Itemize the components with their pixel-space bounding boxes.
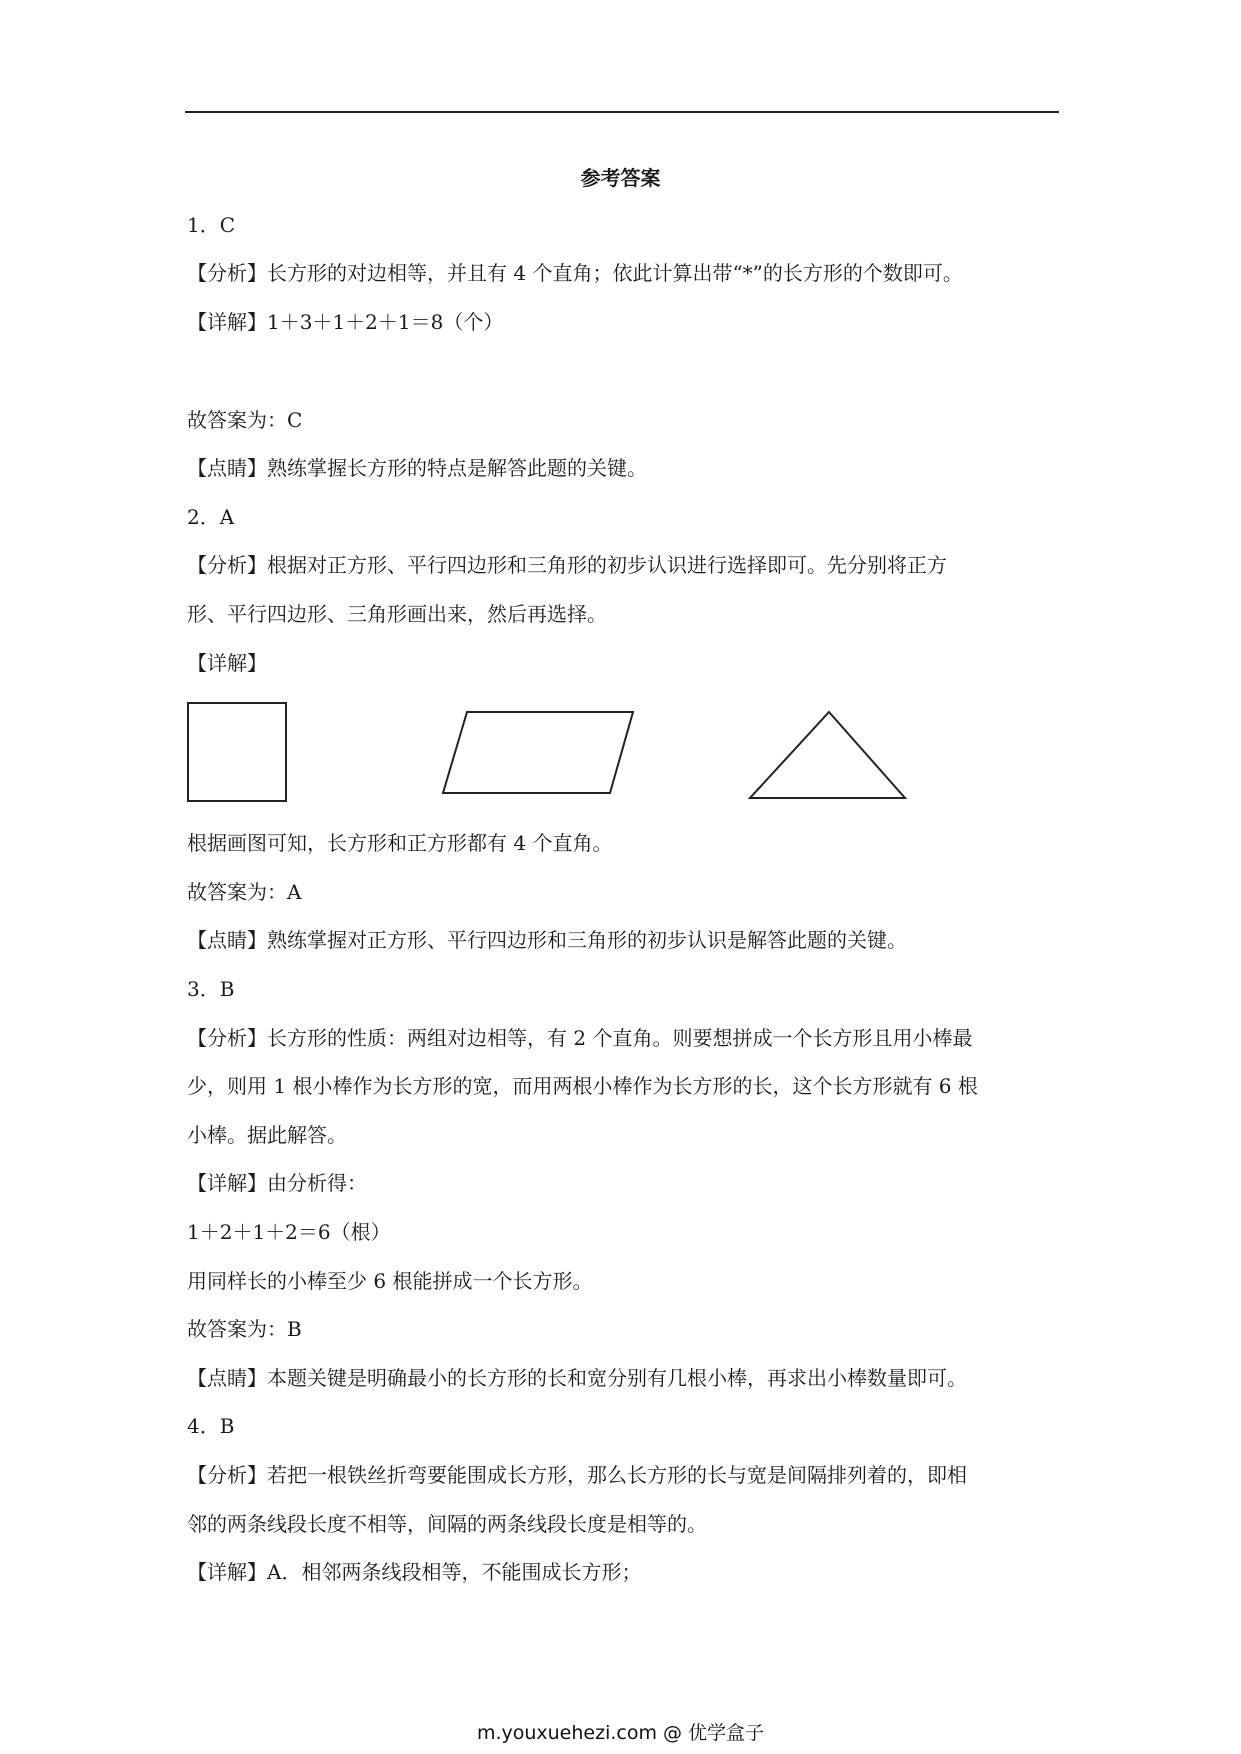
page-title: 参考答案 [580, 166, 661, 190]
square-shape [188, 703, 286, 801]
text-line: 故答案为：B [187, 1317, 302, 1341]
text-line: 4．B [187, 1414, 235, 1438]
text-line: 故答案为：C [187, 408, 303, 432]
text-line: 形、平行四边形、三角形画出来，然后再选择。 [187, 602, 607, 626]
text-line: 3．B [187, 977, 235, 1001]
text-line: 用同样长的小棒至少 6 根能拼成一个长方形。 [187, 1269, 593, 1293]
text-line: 【分析】长方形的性质：两组对边相等，有 2 个直角。则要想拼成一个长方形且用小棒最 [187, 1026, 973, 1050]
text-line: 【详解】 [187, 651, 267, 675]
text-line: 1＋2＋1＋2＝6（根） [187, 1220, 391, 1244]
text-line: 【详解】由分析得： [187, 1171, 367, 1195]
text-line: 小棒。据此解答。 [187, 1123, 347, 1147]
text-line: 【分析】长方形的对边相等，并且有 4 个直角；依此计算出带“*”的长方形的个数即可。 [187, 261, 963, 285]
text-line: 【分析】若把一根铁丝折弯要能围成长方形，那么长方形的长与宽是间隔排列着的，即相 [187, 1463, 967, 1487]
text-line: 【详解】1＋3＋1＋2＋1＝8（个） [187, 310, 504, 334]
text-line: 【点睛】本题关键是明确最小的长方形的长和宽分别有几根小棒，再求出小棒数量即可。 [187, 1366, 967, 1390]
text-line: 邻的两条线段长度不相等，间隔的两条线段长度是相等的。 [187, 1512, 707, 1536]
text-line: 少，则用 1 根小棒作为长方形的宽，而用两根小棒作为长方形的长，这个长方形就有 6 根 [187, 1074, 978, 1098]
text-line: 【分析】根据对正方形、平行四边形和三角形的初步认识进行选择即可。先分别将正方 [187, 553, 947, 577]
parallelogram-shape [443, 712, 633, 793]
text-line: 【详解】A．相邻两条线段相等，不能围成长方形； [187, 1560, 642, 1584]
triangle-shape [750, 712, 905, 798]
text-line: 【点睛】熟练掌握长方形的特点是解答此题的关键。 [187, 456, 647, 480]
text-line: 2．A [187, 505, 235, 529]
text-line: 1．C [187, 213, 236, 237]
text-line: 故答案为：A [187, 880, 302, 904]
footer-watermark: m.youxuehezi.com @ 优学盒子 [476, 1722, 765, 1744]
text-line: 根据画图可知，长方形和正方形都有 4 个直角。 [187, 831, 613, 855]
text-line: 【点睛】熟练掌握对正方形、平行四边形和三角形的初步认识是解答此题的关键。 [187, 928, 907, 952]
